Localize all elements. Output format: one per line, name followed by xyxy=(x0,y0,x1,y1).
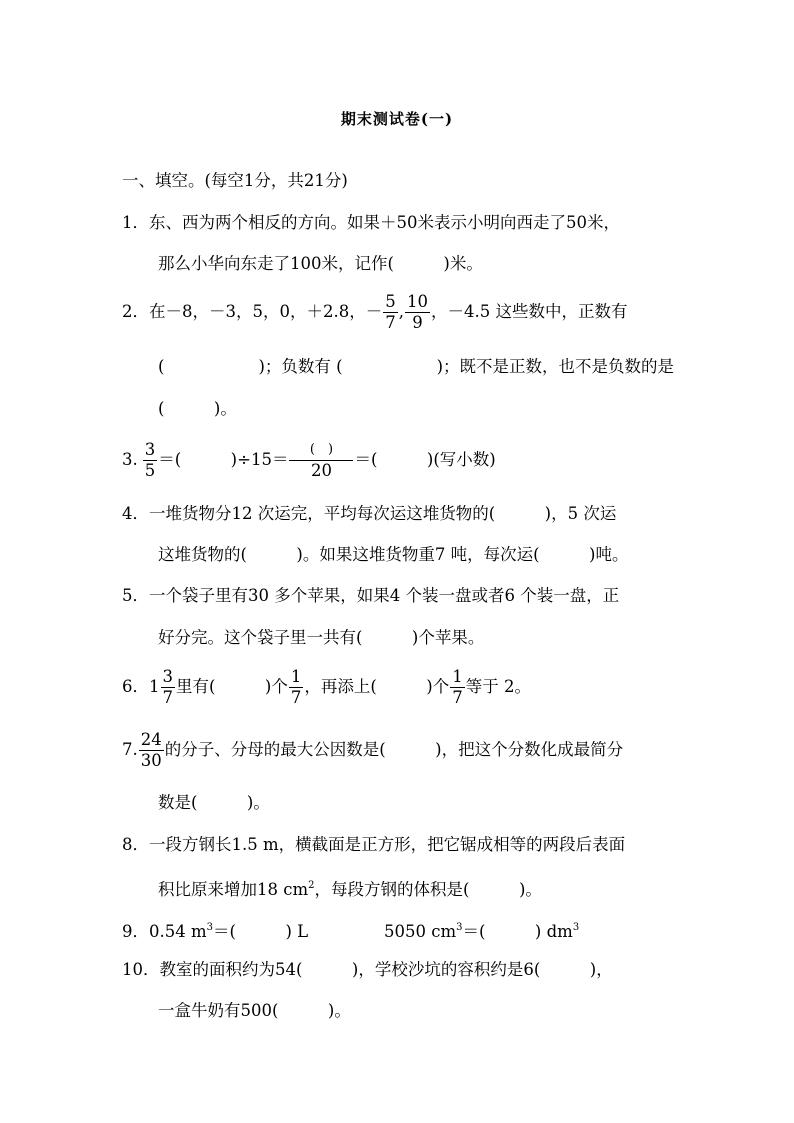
fraction-blank-20 xyxy=(289,440,353,481)
question-4-line-2: 这堆货物的( )。如果这堆货物重7 吨，每次运( )吨。 xyxy=(158,545,629,564)
fraction-denominator: 9 xyxy=(412,313,423,332)
question-8-line-1: 8．一段方钢长1.5 m，横截面是正方形，把它锯成相等的两段后表面 xyxy=(122,835,626,854)
question-9-text-1: 9．0.54 m xyxy=(122,922,207,941)
question-7-label: 7. xyxy=(122,740,138,759)
fraction-5-7 xyxy=(383,292,398,333)
question-2-line-3: ( )。 xyxy=(158,399,237,418)
fraction-numerator: 3 xyxy=(144,440,156,459)
superscript: 2 xyxy=(308,880,315,891)
fraction-numerator: 1 xyxy=(452,667,463,686)
fraction-numerator: 1 xyxy=(290,667,302,686)
question-3-part-1: ＝( )÷15＝ xyxy=(158,450,289,469)
question-6-part-2: ，再添上( )个 xyxy=(304,677,450,696)
fraction-denominator: 7 xyxy=(452,688,463,707)
fraction-numerator: 10 xyxy=(406,292,428,311)
superscript: 3 xyxy=(572,922,580,933)
question-7-line-2: 数是( )。 xyxy=(158,793,270,812)
question-9-text-2: ＝( ) L xyxy=(213,922,309,941)
question-9-part-b xyxy=(384,917,579,943)
question-9-text-4: ＝( ) dm xyxy=(462,922,573,941)
question-2-suffix: ，－4.5 这些数中，正数有 xyxy=(430,302,628,321)
fraction-3-7 xyxy=(161,667,176,708)
question-8-text-b: ，每段方钢的体积是( )。 xyxy=(314,880,542,899)
fraction-24-30 xyxy=(139,730,164,771)
question-8-line-2 xyxy=(158,875,542,901)
fraction-denominator: 5 xyxy=(144,461,156,480)
question-3-label: 3. xyxy=(122,450,138,469)
section-heading: 一、填空。(每空1分，共21分) xyxy=(122,171,348,190)
question-10-line-2: 一盒牛奶有500( )。 xyxy=(158,1001,351,1020)
fraction-numerator: 3 xyxy=(162,667,173,686)
question-9-part-a xyxy=(122,917,308,943)
fraction-denominator: 7 xyxy=(162,688,173,707)
question-6-part-1: 里有( )个 xyxy=(176,677,288,696)
question-6-label: 6．1 xyxy=(122,677,160,696)
question-5-line-2: 好分完。这个袋子里一共有( )个苹果。 xyxy=(158,628,485,647)
question-2-blank-negative: )；负数有 ( xyxy=(258,357,343,376)
question-2-line-2 xyxy=(158,356,674,378)
question-2-blank-neither: )；既不是正数，也不是负数的是 xyxy=(436,357,674,376)
question-10-line-1: 10．教室的面积约为54( )，学校沙坑的容积约是6( )， xyxy=(122,960,613,979)
superscript: 3 xyxy=(456,922,463,933)
fraction-numerator: 5 xyxy=(385,292,396,311)
fraction-numerator: ( ) xyxy=(289,440,353,461)
question-9-text-3: 5050 cm xyxy=(384,922,457,941)
question-2-blank-positive: ( xyxy=(158,357,165,376)
page-title: 期末测试卷(一) xyxy=(340,110,454,128)
question-2-prefix: 2．在－8，－3，5，0，＋2.8，－ xyxy=(122,302,383,321)
fraction-denominator: 7 xyxy=(290,688,302,707)
question-3 xyxy=(122,440,496,481)
question-1-line-2: 那么小华向东走了100米，记作( )米。 xyxy=(158,254,483,273)
question-5-line-1: 5．一个袋子里有30 多个苹果，如果4 个装一盘或者6 个装一盘，正 xyxy=(122,586,620,605)
question-6 xyxy=(122,667,531,708)
fraction-1-7 xyxy=(450,667,465,708)
fraction-denominator: 30 xyxy=(140,751,162,770)
fraction-denominator: 7 xyxy=(385,313,396,332)
fraction-denominator: 20 xyxy=(310,461,332,480)
question-8-text-a: 积比原来增加18 cm xyxy=(158,880,309,899)
question-4-line-1: 4．一堆货物分12 次运完，平均每次运这堆货物的( )，5 次运 xyxy=(122,504,617,523)
fraction-1-7 xyxy=(289,667,304,708)
fraction-10-9 xyxy=(405,292,430,333)
fraction-separator: , xyxy=(398,302,404,321)
fraction-3-5 xyxy=(143,440,158,481)
question-1-line-1: 1．东、西为两个相反的方向。如果＋50米表示小明向西走了50米， xyxy=(122,213,620,232)
superscript: 3 xyxy=(206,922,214,933)
question-6-part-3: 等于 2。 xyxy=(465,677,531,696)
question-2-line-1 xyxy=(122,292,627,333)
fraction-numerator: 24 xyxy=(140,730,162,749)
question-7-line-1 xyxy=(122,730,623,771)
question-3-part-2: ＝( )(写小数) xyxy=(354,450,496,469)
question-7-text: 的分子、分母的最大公因数是( )，把这个分数化成最简分 xyxy=(164,740,624,759)
